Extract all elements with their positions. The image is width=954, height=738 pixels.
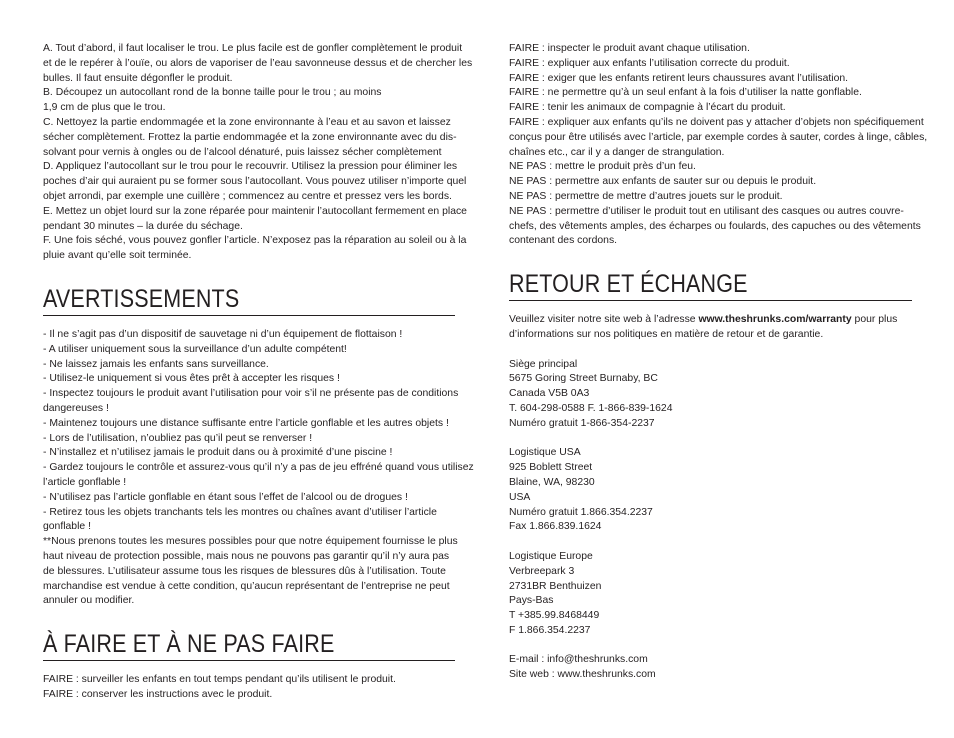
- usa-logistics-address: [509, 446, 912, 535]
- dos-line: FAIRE : surveiller les enfants en tout temps pendant qu’ils utilisent le produit.: [43, 674, 396, 686]
- dos-line: NE PAS : permettre aux enfants de sauter sur ou depuis le produit.: [509, 176, 817, 188]
- return-intro-text: pour plus: [851, 314, 898, 326]
- address-line: Blaine, WA, 98230: [509, 476, 595, 488]
- repair-line: pendant 30 minutes – la durée du séchage.: [43, 220, 243, 232]
- contact-email[interactable]: E-mail : info@theshrunks.com: [509, 654, 648, 666]
- address-line: Siège principal: [509, 358, 578, 370]
- dos-line: chaînes etc., car il y a danger de strangulation.: [509, 146, 725, 158]
- return-intro: [509, 313, 912, 343]
- repair-line: F. Une fois séché, vous pouvez gonfler l’article. N’exposez pas la réparation au soleil ou à la: [43, 235, 467, 247]
- warnings-heading: AVERTISSEMENTS: [43, 284, 240, 313]
- repair-line: objet arrondi, par exemple une cuillère ; commencez au centre et pressez vers les bords.: [43, 190, 452, 202]
- dos-line: NE PAS : permettre d’utiliser le produit tout en utilisant des casques ou autres couvre-: [509, 205, 904, 217]
- repair-line: D. Appliquez l’autocollant sur le trou pour le recouvrir. Utilisez la pression pour éliminer les: [43, 161, 458, 173]
- warning-line: - Ne laissez jamais les enfants sans surveillance.: [43, 358, 269, 370]
- address-line: 5675 Goring Street Burnaby, BC: [509, 373, 658, 385]
- contact-website[interactable]: Site web : www.theshrunks.com: [509, 669, 656, 681]
- dos-line: FAIRE : conserver les instructions avec le produit.: [43, 688, 273, 700]
- warning-line: dangereuses !: [43, 402, 109, 414]
- warranty-link[interactable]: www.theshrunks.com/warranty: [698, 314, 852, 326]
- address-line: F 1.866.354.2237: [509, 624, 591, 636]
- repair-line: 1,9 cm de plus que le trou.: [43, 102, 166, 114]
- return-intro-line: [509, 313, 912, 328]
- repair-line: bulles. Il faut ensuite dégonfler le produit.: [43, 72, 233, 84]
- repair-line: pluie avant qu’elle soit terminée.: [43, 250, 192, 262]
- repair-line: poches d’air qui auraient pu se former sous l’autocollant. Vous pouvez utiliser n’importe quel: [43, 176, 467, 188]
- address-line: Logistique Europe: [509, 550, 593, 562]
- warning-line: - Inspectez toujours le produit avant l’utilisation pour voir s’il ne présente pas de conditions: [43, 388, 459, 400]
- warning-line: - Lors de l’utilisation, n’oubliez pas qu’il peut se renverser !: [43, 432, 313, 444]
- address-line: Pays-Bas: [509, 595, 554, 607]
- dos-line: FAIRE : tenir les animaux de compagnie à l’écart du produit.: [509, 102, 786, 114]
- warning-line: de blessures. L’utilisateur assume tous les risques de blessures dûs à l’utilisation. Toute: [43, 565, 446, 577]
- dos-list-left: [43, 673, 455, 703]
- warning-line: l’article gonflable !: [43, 476, 127, 488]
- address-line: Canada V5B 0A3: [509, 388, 590, 400]
- repair-line: sécher complètement. Frottez la partie endommagée et la zone environnante avec du dis-: [43, 131, 457, 143]
- warning-line: annuler ou modifier.: [43, 595, 135, 607]
- left-column: [43, 42, 474, 703]
- warning-line: gonflable !: [43, 521, 91, 533]
- address-line: 2731BR Benthuizen: [509, 580, 602, 592]
- address-line: 925 Boblett Street: [509, 462, 593, 474]
- right-column: [509, 42, 928, 683]
- dos-line: NE PAS : mettre le produit près d’un feu.: [509, 161, 696, 173]
- dos-line: FAIRE : ne permettre qu’à un seul enfant à la fois d’utiliser la natte gonflable.: [509, 87, 862, 99]
- address-line: Logistique USA: [509, 447, 581, 459]
- address-line: Numéro gratuit 1.866.354.2237: [509, 506, 653, 518]
- address-line: Numéro gratuit 1-866-354-2237: [509, 417, 655, 429]
- dos-line: chefs, des vêtements amples, des écharpes ou foulards, des capuches ou des vêtements: [509, 220, 921, 232]
- dos-line: FAIRE : expliquer aux enfants l’utilisation correcte du produit.: [509, 57, 790, 69]
- warning-line: - Il ne s’agit pas d’un dispositif de sauvetage ni d’un équipement de flottaison !: [43, 328, 403, 340]
- europe-logistics-address: [509, 550, 912, 639]
- warning-line: haut niveau de protection possible, mais nous ne pouvons pas garantir qu’il n’y aura pas: [43, 550, 450, 562]
- warning-line: - Gardez toujours le contrôle et assurez-vous qu’il n’y a pas de jeu effréné quand vous utilisez: [43, 462, 474, 474]
- return-intro-line: d’informations sur nos politiques en matière de retour et de garantie.: [509, 328, 824, 340]
- dos-line: FAIRE : exiger que les enfants retirent leurs chaussures avant l’utilisation.: [509, 72, 849, 84]
- address-line: Verbreepark 3: [509, 565, 575, 577]
- repair-line: C. Nettoyez la partie endommagée et la zone environnante à l’eau et au savon et laissez: [43, 116, 451, 128]
- return-intro-text: Veuillez visiter notre site web à l’adresse: [509, 314, 699, 326]
- address-line: Fax 1.866.839.1624: [509, 521, 602, 533]
- warning-line: - Maintenez toujours une distance suffisante entre l’article gonflable et les autres objets !: [43, 417, 449, 429]
- contact-info: [509, 653, 912, 683]
- warning-line: marchandise est vendue à cette condition, qu’aucun représentant de l’entreprise ne peut: [43, 580, 450, 592]
- warning-line: **Nous prenons toutes les mesures possibles pour que notre équipement fournisse le plus: [43, 536, 458, 548]
- repair-line: B. Découpez un autocollant rond de la bonne taille pour le trou ; au moins: [43, 87, 382, 99]
- repair-line: et de le repérer à l’ouïe, ou alors de vaporiser de l’eau savonneuse dessus et de chercher les: [43, 57, 473, 69]
- repair-line: solvant pour vernis à ongles ou de l’alcool dénaturé, puis laissez sécher complètement: [43, 146, 442, 158]
- repair-line: A. Tout d’abord, il faut localiser le trou. Le plus facile est de gonfler complètement le produit: [43, 43, 463, 54]
- repair-instructions: [43, 42, 473, 264]
- warning-line: - N’utilisez pas l’article gonflable en étant sous l’effet de l’alcool ou de drogues !: [43, 491, 408, 503]
- address-line: USA: [509, 491, 531, 503]
- headquarters-address: [509, 358, 912, 432]
- dos-line: contenant des cordons.: [509, 235, 618, 247]
- dos-line: FAIRE : inspecter le produit avant chaque utilisation.: [509, 43, 750, 54]
- return-heading: RETOUR ET ÉCHANGE: [509, 270, 748, 299]
- address-line: T. 604-298-0588 F. 1-866-839-1624: [509, 402, 673, 414]
- warning-line: - Retirez tous les objets tranchants tels les montres ou chaînes avant d’utiliser l’article: [43, 506, 437, 518]
- dos-line: conçus pour être utilisés avec l’article, par exemple cordes à sauter, cordes à linge, câbles,: [509, 131, 928, 143]
- dos-list-right: [509, 42, 928, 249]
- address-line: T +385.99.8468449: [509, 610, 600, 622]
- warning-line: - A utiliser uniquement sous la surveillance d’un adulte compétent!: [43, 343, 347, 355]
- dos-line: FAIRE : expliquer aux enfants qu’ils ne doivent pas y attacher d’objets non spécifiquement: [509, 116, 924, 128]
- repair-line: E. Mettez un objet lourd sur la zone réparée pour maintenir l’autocollant fermement en place: [43, 205, 467, 217]
- dos-line: NE PAS : permettre de mettre d’autres jouets sur le produit.: [509, 190, 783, 202]
- warnings-list: [43, 328, 474, 609]
- warning-line: - N’installez et n’utilisez jamais le produit dans ou à proximité d’une piscine !: [43, 447, 393, 459]
- warning-line: - Utilisez-le uniquement si vous êtes prêt à accepter les risques !: [43, 373, 340, 385]
- dos-heading: À FAIRE ET À NE PAS FAIRE: [43, 630, 335, 659]
